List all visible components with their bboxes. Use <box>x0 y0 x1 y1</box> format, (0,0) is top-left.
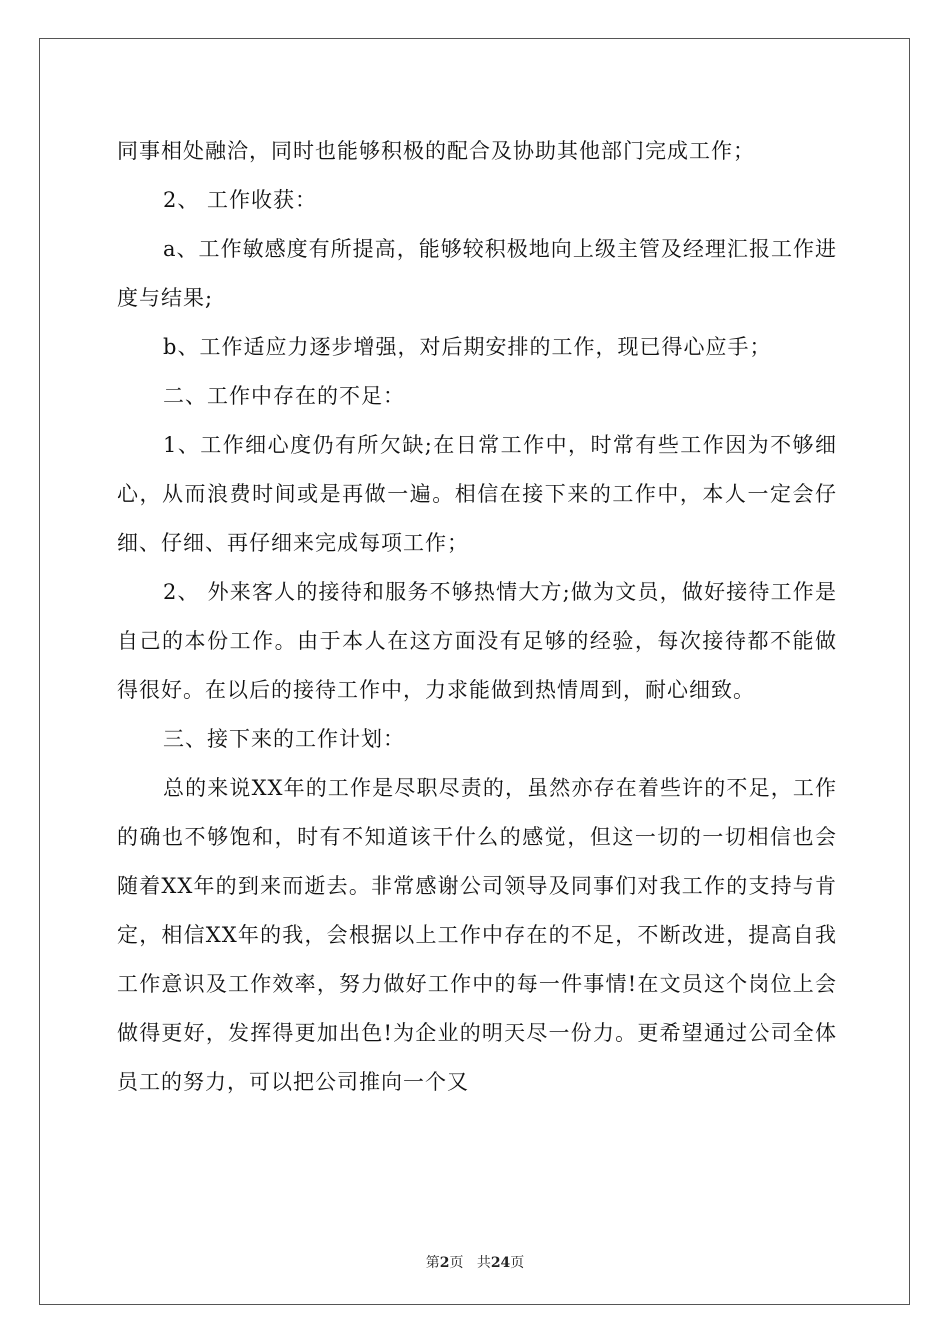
footer-total-pages: 24 <box>490 1255 511 1271</box>
paragraph: 二、工作中存在的不足： <box>163 384 405 408</box>
footer-page-number: 2 <box>439 1255 450 1271</box>
footer-page-prefix: 第 <box>425 1255 440 1271</box>
paragraph: 三、接下来的工作计划： <box>163 727 405 751</box>
paragraph: 1、工作细心度仍有所欠缺;在日常工作中，时常有些工作因为不够细心，从而浪费时间或是再做一遍。相信在接下来的工作中，本人一定会仔细、仔细、再仔细来完成每项工作； <box>117 433 837 555</box>
paragraph: 2、 外来客人的接待和服务不够热情大方;做为文员，做好接待工作是自己的本份工作。由于本人在这方面没有足够的经验，每次接待都不能做得很好。在以后的接待工作中，力求能做到热情周到，耐心细致。 <box>117 580 837 702</box>
footer-page-suffix: 页 <box>449 1255 464 1271</box>
paragraph: a、工作敏感度有所提高，能够较积极地向上级主管及经理汇报工作进度与结果; <box>117 237 837 310</box>
paragraph: 2、 工作收获： <box>163 188 318 212</box>
paragraph: 总的来说XX年的工作是尽职尽责的，虽然亦存在着些许的不足，工作的确也不够饱和，时有不知道该干什么的感觉，但这一切的一切相信也会随着XX年的到来而逝去。非常感谢公司领导及同事们对我工作的支持与肯定，相信XX年的我，会根据以上工作中存在的不足，不断改进，提高自我工作意识及工作效率，努力做好工作中的每一件事情!在文员这个岗位上会做得更好，发挥得更加出色!为企业的明天尽一份力。更希望通过公司全体员工的努力，可以把公司推向一个又 <box>117 776 837 1094</box>
page-footer <box>0 1252 950 1272</box>
paragraph: 同事相处融洽，同时也能够积极的配合及协助其他部门完成工作； <box>117 139 755 163</box>
footer-total-suffix: 页 <box>510 1255 525 1271</box>
footer-total-prefix: 共 <box>476 1255 491 1271</box>
document-body <box>117 127 837 1107</box>
paragraph: b、工作适应力逐步增强，对后期安排的工作，现已得心应手； <box>163 335 772 359</box>
